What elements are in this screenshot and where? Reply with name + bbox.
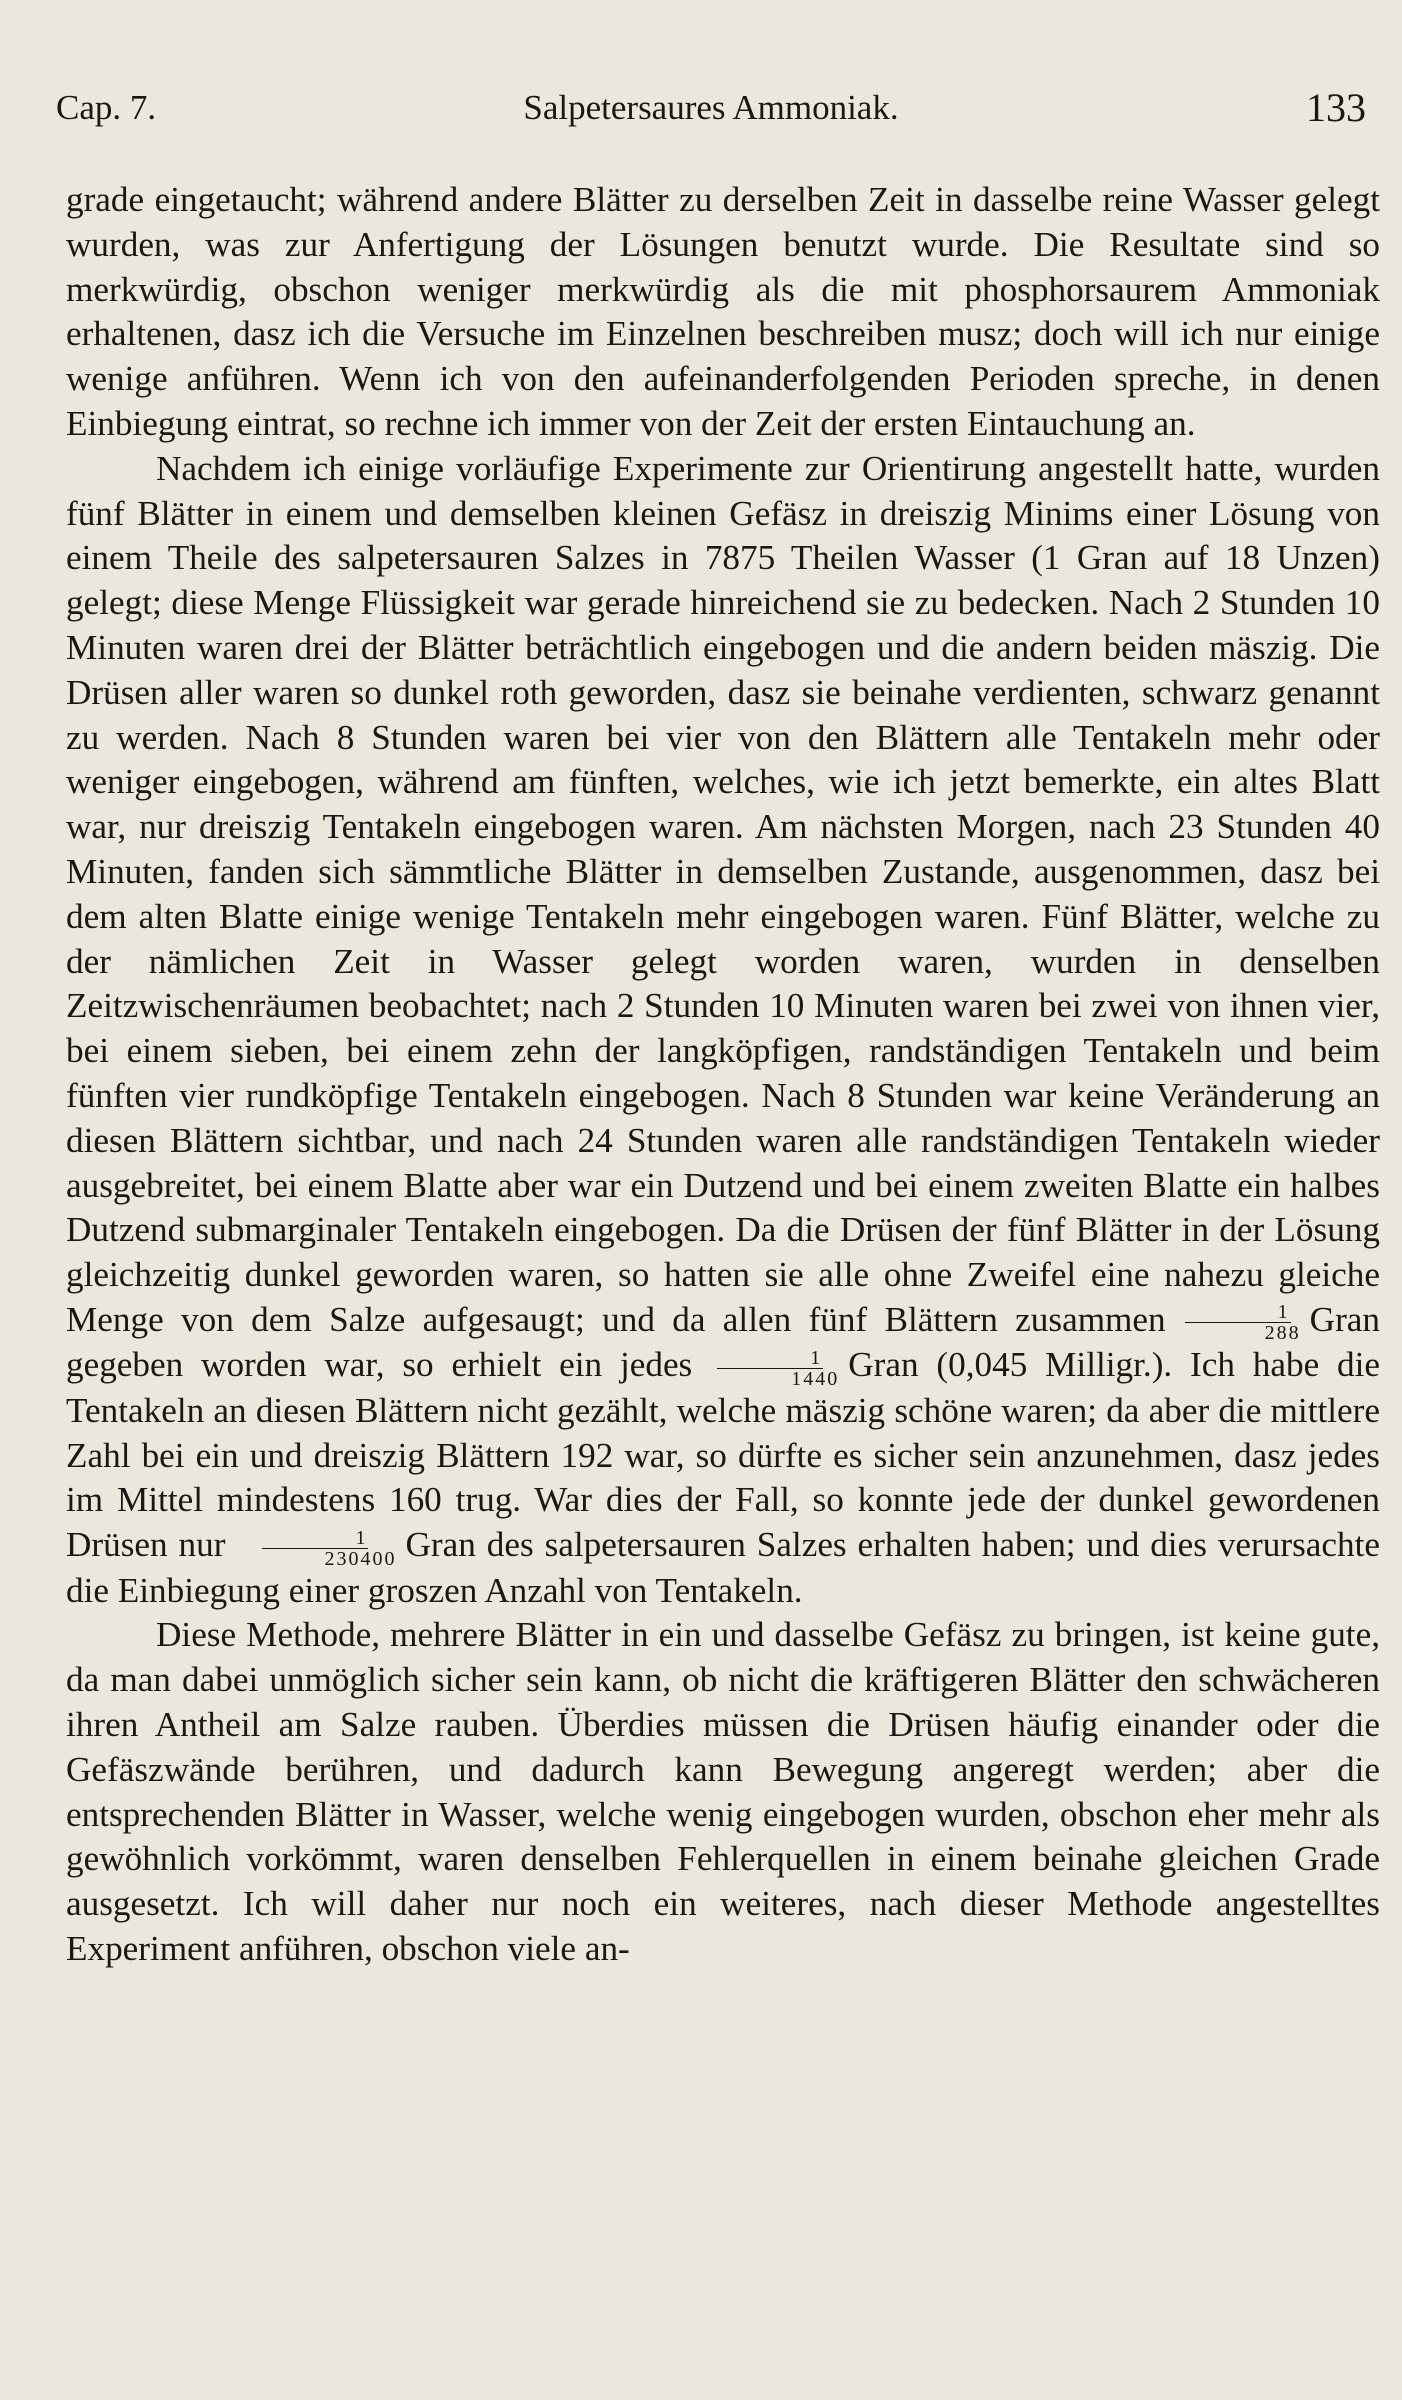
fraction-numerator: 1 <box>1185 1302 1291 1323</box>
body-text <box>66 178 1380 1972</box>
fraction-1-230400 <box>231 1528 399 1569</box>
paragraph-2-part-3: Gran (0,045 Milligr.). Ich habe die Tentakeln an diesen Blättern nicht gezählt, welche mäszig schöne waren; da aber die mittlere Zahl bei ein und dreiszig Blättern 192 war, so dürfte es sicher sein anzunehmen, dasz jedes im Mittel mindestens 160 trug. War dies der Fall, so konnte jede der dunkel gewordenen Drüsen nur <box>66 1345 1381 1565</box>
fraction-numerator: 1 <box>262 1528 368 1549</box>
fraction-denominator: 1440 <box>791 1367 840 1390</box>
fraction-1-1440 <box>698 1348 842 1389</box>
page-number: 133 <box>1306 85 1366 130</box>
running-title: Salpetersaures Ammoniak. <box>523 88 899 127</box>
paragraph-2-part-2: Gran gegeben worden war, so erhielt ein jedes <box>66 1299 1380 1385</box>
paragraph-1: grade eingetaucht; während andere Blätter zu derselben Zeit in dasselbe reine Wasser gelegt wurden, was zur Anfertigung der Lösungen benutzt wurde. Die Resultate sind so merkwürdig, obschon weniger merkwürdig als die mit phosphorsaurem Ammoniak erhaltenen, dasz ich die Versuche im Einzelnen beschreiben musz; doch will ich nur einige wenige anführen. Wenn ich von den aufeinanderfolgenden Perioden spreche, in denen Einbiegung eintrat, so rechne ich immer von der Zeit der ersten Eintauchung an. <box>66 180 1380 443</box>
running-head <box>56 85 1366 132</box>
fraction-1-288 <box>1172 1302 1304 1343</box>
paragraph-3: Diese Methode, mehrere Blätter in ein und dasselbe Gefäsz zu bringen, ist keine gute, da man dabei unmöglich sicher sein kann, ob nicht die kräftigeren Blätter den schwächeren ihren Antheil am Salze rauben. Überdies müssen die Drüsen häufig einander oder die Gefäszwände berühren, und dadurch kann Bewegung angeregt werden; aber die entsprechenden Blätter in Wasser, welche wenig eingebogen wurden, obschon eher mehr als gewöhnlich vorkömmt, waren denselben Fehlerquellen in einem beinahe gleichen Grade ausgesetzt. Ich will daher nur noch ein weiteres, nach dieser Methode angestelltes Experiment anführen, obschon viele an- <box>66 1615 1380 1968</box>
fraction-numerator: 1 <box>717 1348 823 1369</box>
paragraph-2-part-1: Nachdem ich einige vorläufige Experimente zur Orientirung angestellt hatte, wurden fünf Blätter in einem und demselben kleinen Gefäsz in dreiszig Minims einer Lösung von einem Theile des salpetersauren Salzes in 7875 Theilen Wasser (1 Gran auf 18 Unzen) gelegt; diese Menge Flüssigkeit war gerade hinreichend sie zu bedecken. Nach 2 Stunden 10 Minuten waren drei der Blätter beträchtlich eingebogen und die andern beiden mäszig. Die Drüsen aller waren so dunkel roth geworden, dasz sie beinahe verdienten, schwarz genannt zu werden. Nach 8 Stunden waren bei vier von den Blättern alle Tentakeln mehr oder weniger eingebogen, während am fünften, welches, wie ich jetzt bemerkte, ein altes Blatt war, nur dreiszig Tentakeln eingebogen waren. Am nächsten Morgen, nach 23 Stunden 40 Minuten, fanden sich sämmtliche Blätter in demselben Zustande, ausgenommen, dasz bei dem alten Blatte einige wenige Tentakeln mehr eingebogen waren. Fünf Blätter, welche zu der nämlichen Zeit in Wasser gelegt worden waren, wurden in denselben Zeitzwischenräumen beobachtet; nach 2 Stunden 10 Minuten waren bei zwei von ihnen vier, bei einem sieben, bei einem zehn der langköpfigen, randständigen Tentakeln und beim fünften vier rundköpfige Tentakeln eingebogen. Nach 8 Stunden war keine Veränderung an diesen Blättern sichtbar, und nach 24 Stunden waren alle randständigen Tentakeln wieder ausgebreitet, bei einem Blatte aber war ein Dutzend und bei einem zweiten Blatte ein halbes Dutzend submarginaler Tentakeln eingebogen. Da die Drüsen der fünf Blätter in der Lösung gleichzeitig dunkel geworden waren, so hatten sie alle ohne Zweifel eine nahezu gleiche Menge von dem Salze aufgesaugt; und da allen fünf Blättern zusammen <box>66 448 1380 1339</box>
paragraph-2-part-4: Gran des salpetersauren Salzes erhalten haben; und dies verursachte die Einbiegung einer groszen Anzahl von Tentakeln. <box>66 1525 1380 1610</box>
fraction-denominator: 288 <box>1264 1322 1301 1345</box>
chapter-label: Cap. 7. <box>56 88 157 127</box>
paragraph-2 <box>66 447 1380 1614</box>
fraction-denominator: 230400 <box>324 1547 397 1570</box>
